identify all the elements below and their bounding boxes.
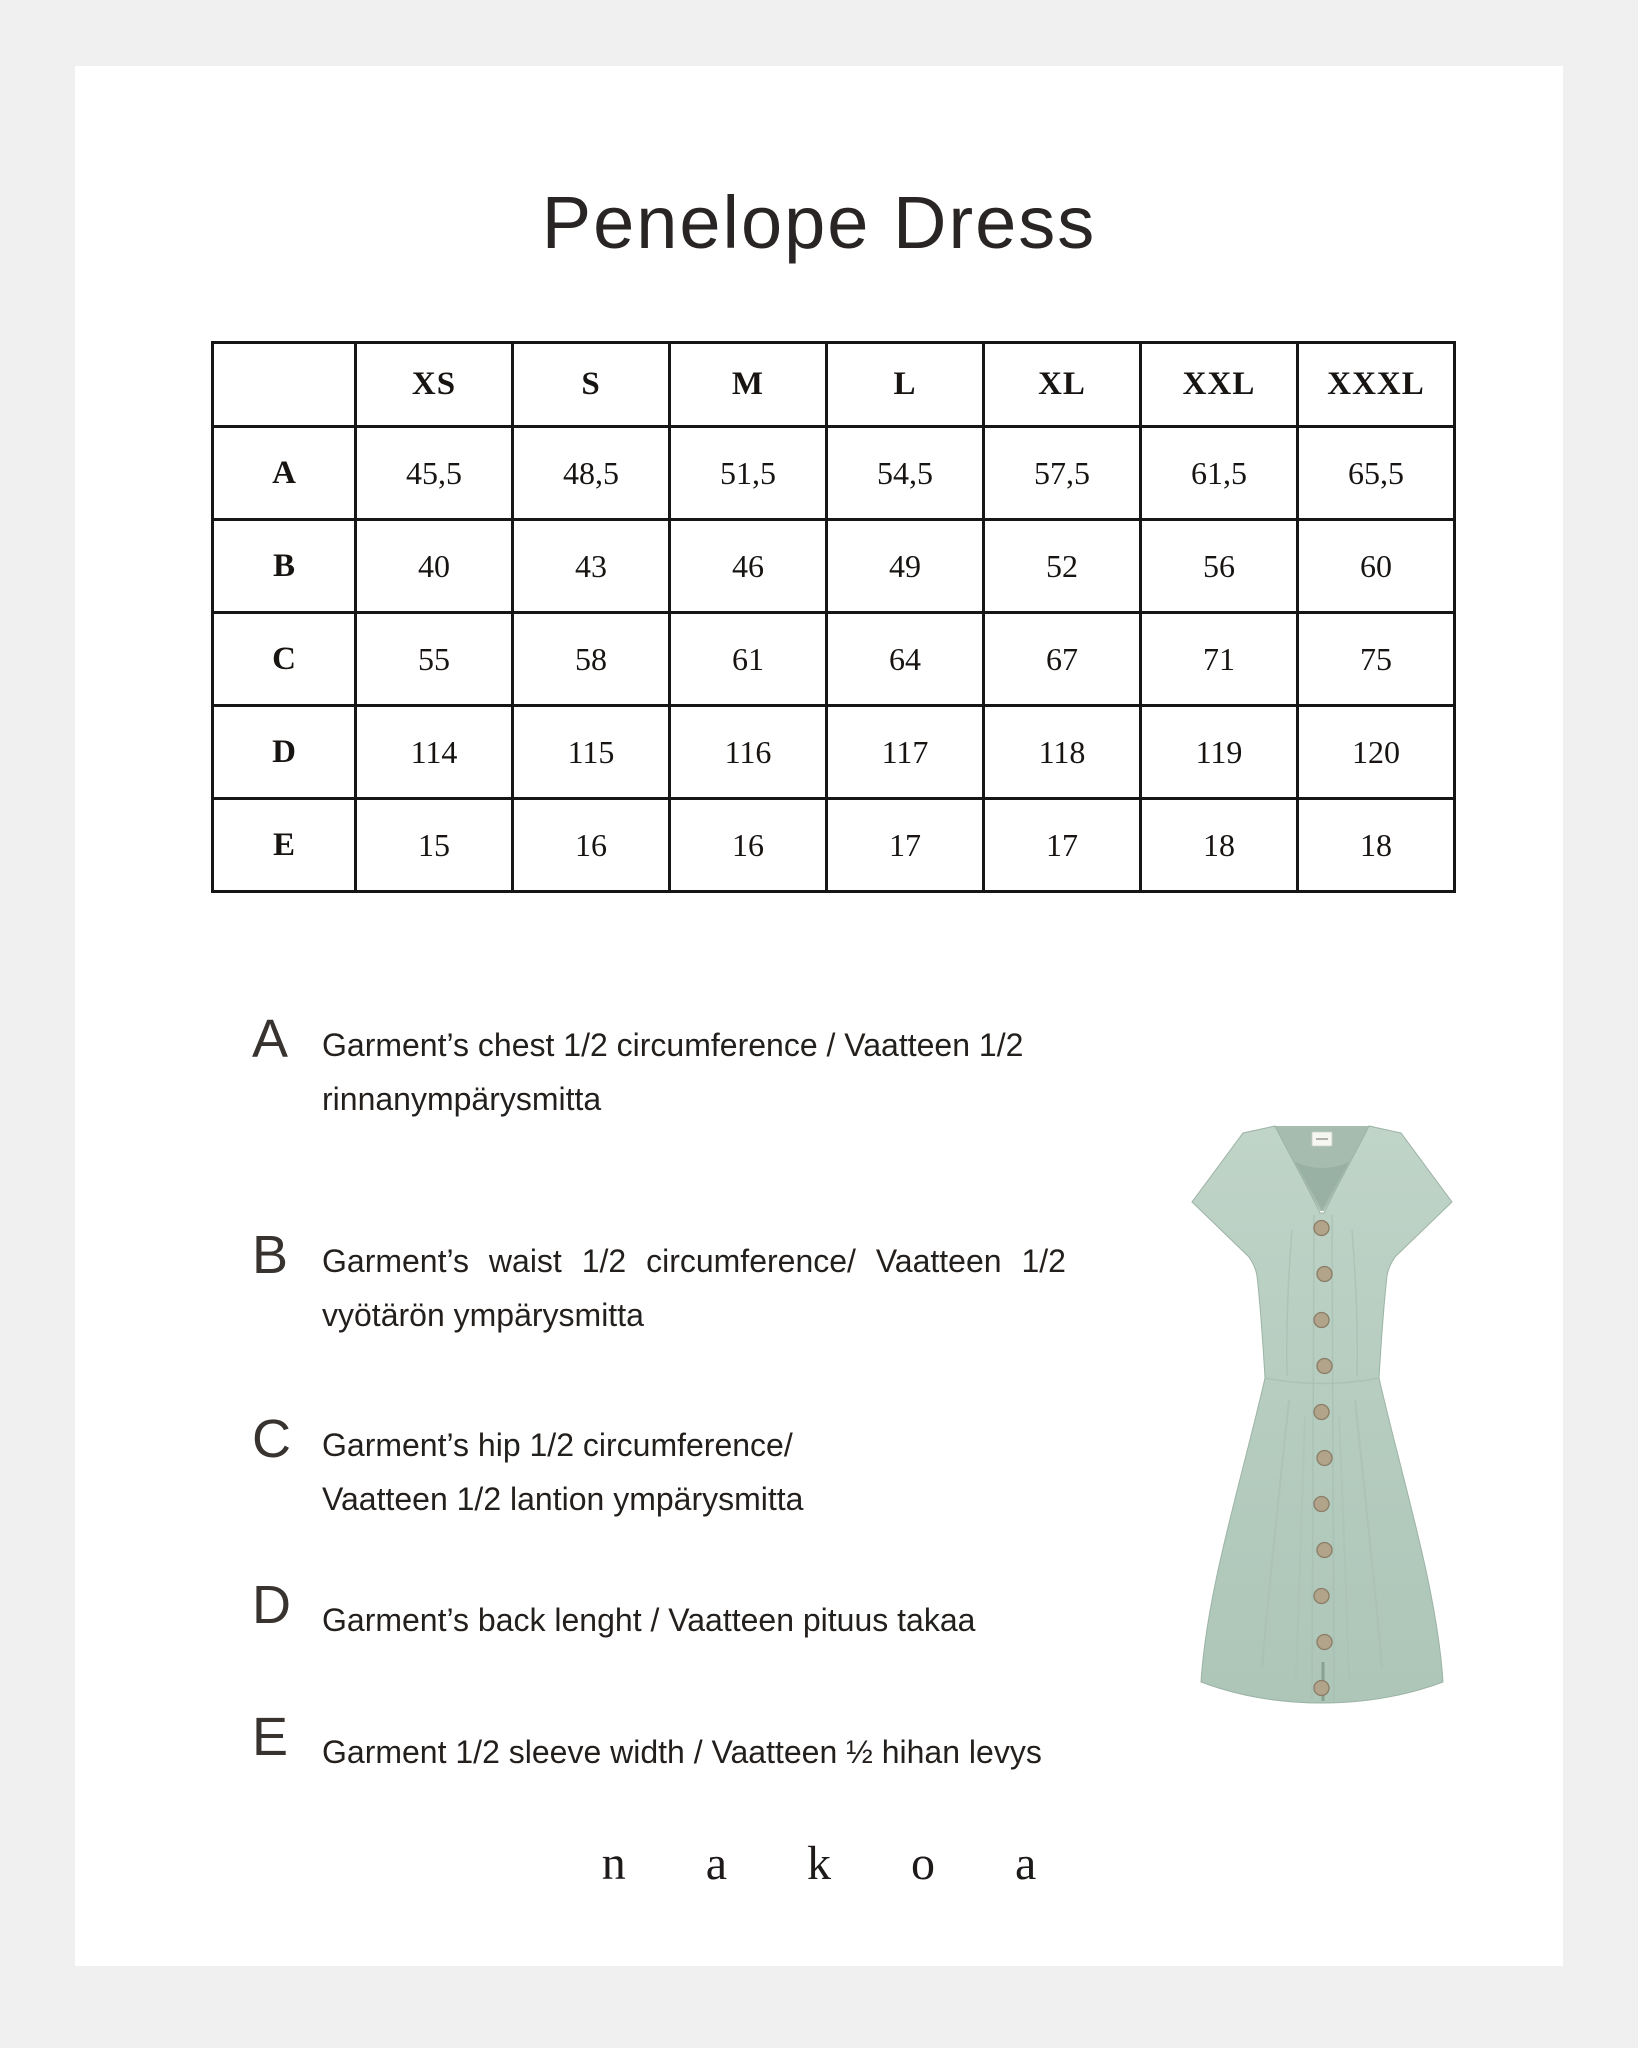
size-value-cell: 16 — [513, 799, 670, 892]
brand-logo: n a k o a — [601, 1837, 1071, 1890]
dress-button — [1314, 1589, 1329, 1604]
size-column-header: XS — [356, 343, 513, 427]
dress-button — [1314, 1681, 1329, 1696]
size-column-header: M — [670, 343, 827, 427]
size-column-header: L — [827, 343, 984, 427]
legend-letter-b: B — [252, 1225, 289, 1285]
size-value-cell: 57,5 — [984, 427, 1141, 520]
size-value-cell: 46 — [670, 520, 827, 613]
size-value-cell: 51,5 — [670, 427, 827, 520]
size-column-header: XXL — [1141, 343, 1298, 427]
size-table-body — [213, 427, 1455, 892]
dress-button — [1317, 1359, 1332, 1374]
legend-text-c — [322, 1418, 1152, 1526]
size-value-cell: 61 — [670, 613, 827, 706]
dress-button — [1317, 1543, 1332, 1558]
legend-line: Vaatteen 1/2 lantion ympärysmitta — [322, 1481, 804, 1517]
dress-button — [1317, 1635, 1332, 1650]
size-value-cell: 118 — [984, 706, 1141, 799]
size-value-cell: 15 — [356, 799, 513, 892]
size-table-row — [213, 520, 1455, 613]
size-value-cell: 114 — [356, 706, 513, 799]
size-column-header: XXXL — [1298, 343, 1455, 427]
size-value-cell: 71 — [1141, 613, 1298, 706]
dress-photo — [1185, 1110, 1460, 1710]
dress-button — [1314, 1405, 1329, 1420]
size-value-cell: 17 — [984, 799, 1141, 892]
dress-button — [1317, 1451, 1332, 1466]
size-table-row — [213, 706, 1455, 799]
size-row-label: D — [213, 706, 356, 799]
size-value-cell: 119 — [1141, 706, 1298, 799]
size-value-cell: 117 — [827, 706, 984, 799]
size-value-cell: 58 — [513, 613, 670, 706]
legend-item-d — [252, 1575, 1152, 1647]
size-table-row — [213, 427, 1455, 520]
legend-text-e — [322, 1716, 1152, 1779]
legend-letter-a: A — [252, 1009, 289, 1069]
legend-text-d — [322, 1584, 1152, 1647]
sheet-card — [75, 66, 1563, 1966]
size-value-cell: 115 — [513, 706, 670, 799]
size-row-label: B — [213, 520, 356, 613]
size-value-cell: 40 — [356, 520, 513, 613]
legend-line: Garment’s chest 1/2 circumference / Vaatteen 1/2 — [322, 1027, 1024, 1063]
dress-button — [1314, 1313, 1329, 1328]
legend-item-c — [252, 1409, 1152, 1526]
size-value-cell: 18 — [1298, 799, 1455, 892]
legend-text-b — [322, 1234, 1152, 1342]
size-value-cell: 16 — [670, 799, 827, 892]
legend-text-a — [322, 1018, 1152, 1126]
size-table-header-row — [213, 343, 1455, 427]
size-value-cell: 116 — [670, 706, 827, 799]
size-value-cell: 43 — [513, 520, 670, 613]
size-value-cell: 52 — [984, 520, 1141, 613]
size-table-row — [213, 799, 1455, 892]
legend-item-a — [252, 1009, 1152, 1126]
size-value-cell: 45,5 — [356, 427, 513, 520]
legend-letter-e: E — [252, 1707, 289, 1767]
size-value-cell: 55 — [356, 613, 513, 706]
size-value-cell: 54,5 — [827, 427, 984, 520]
size-row-label: C — [213, 613, 356, 706]
size-value-cell: 65,5 — [1298, 427, 1455, 520]
legend-letter-d: D — [252, 1575, 291, 1635]
size-table-row — [213, 613, 1455, 706]
legend-letter-c: C — [252, 1409, 291, 1469]
legend-line: Garment’s back lenght / Vaatteen pituus takaa — [322, 1602, 976, 1638]
size-row-label: E — [213, 799, 356, 892]
legend-line: Garment’s hip 1/2 circumference/ — [322, 1427, 793, 1463]
dress-button — [1314, 1497, 1329, 1512]
size-value-cell: 120 — [1298, 706, 1455, 799]
size-value-cell: 67 — [984, 613, 1141, 706]
size-column-header: S — [513, 343, 670, 427]
dress-button — [1314, 1221, 1329, 1236]
dress-neck-label — [1312, 1132, 1332, 1146]
legend-item-e — [252, 1707, 1152, 1779]
size-value-cell: 49 — [827, 520, 984, 613]
size-table-corner-cell — [213, 343, 356, 427]
size-value-cell: 61,5 — [1141, 427, 1298, 520]
legend-line: Garment 1/2 sleeve width / Vaatteen ½ hihan levys — [322, 1734, 1042, 1770]
size-value-cell: 48,5 — [513, 427, 670, 520]
size-value-cell: 64 — [827, 613, 984, 706]
size-column-header: XL — [984, 343, 1141, 427]
legend-line: rinnanympärysmitta — [322, 1081, 602, 1117]
page-title: Penelope Dress — [541, 181, 1097, 264]
size-value-cell: 56 — [1141, 520, 1298, 613]
size-value-cell: 17 — [827, 799, 984, 892]
size-table — [211, 341, 1456, 893]
legend-line: Garment’s waist 1/2 circumference/ Vaatteen 1/2 — [322, 1243, 1066, 1279]
dress-button — [1317, 1267, 1332, 1282]
legend-item-b — [252, 1225, 1152, 1342]
size-value-cell: 75 — [1298, 613, 1455, 706]
legend-line: vyötärön ympärysmitta — [322, 1297, 644, 1333]
size-value-cell: 60 — [1298, 520, 1455, 613]
size-value-cell: 18 — [1141, 799, 1298, 892]
size-row-label: A — [213, 427, 356, 520]
